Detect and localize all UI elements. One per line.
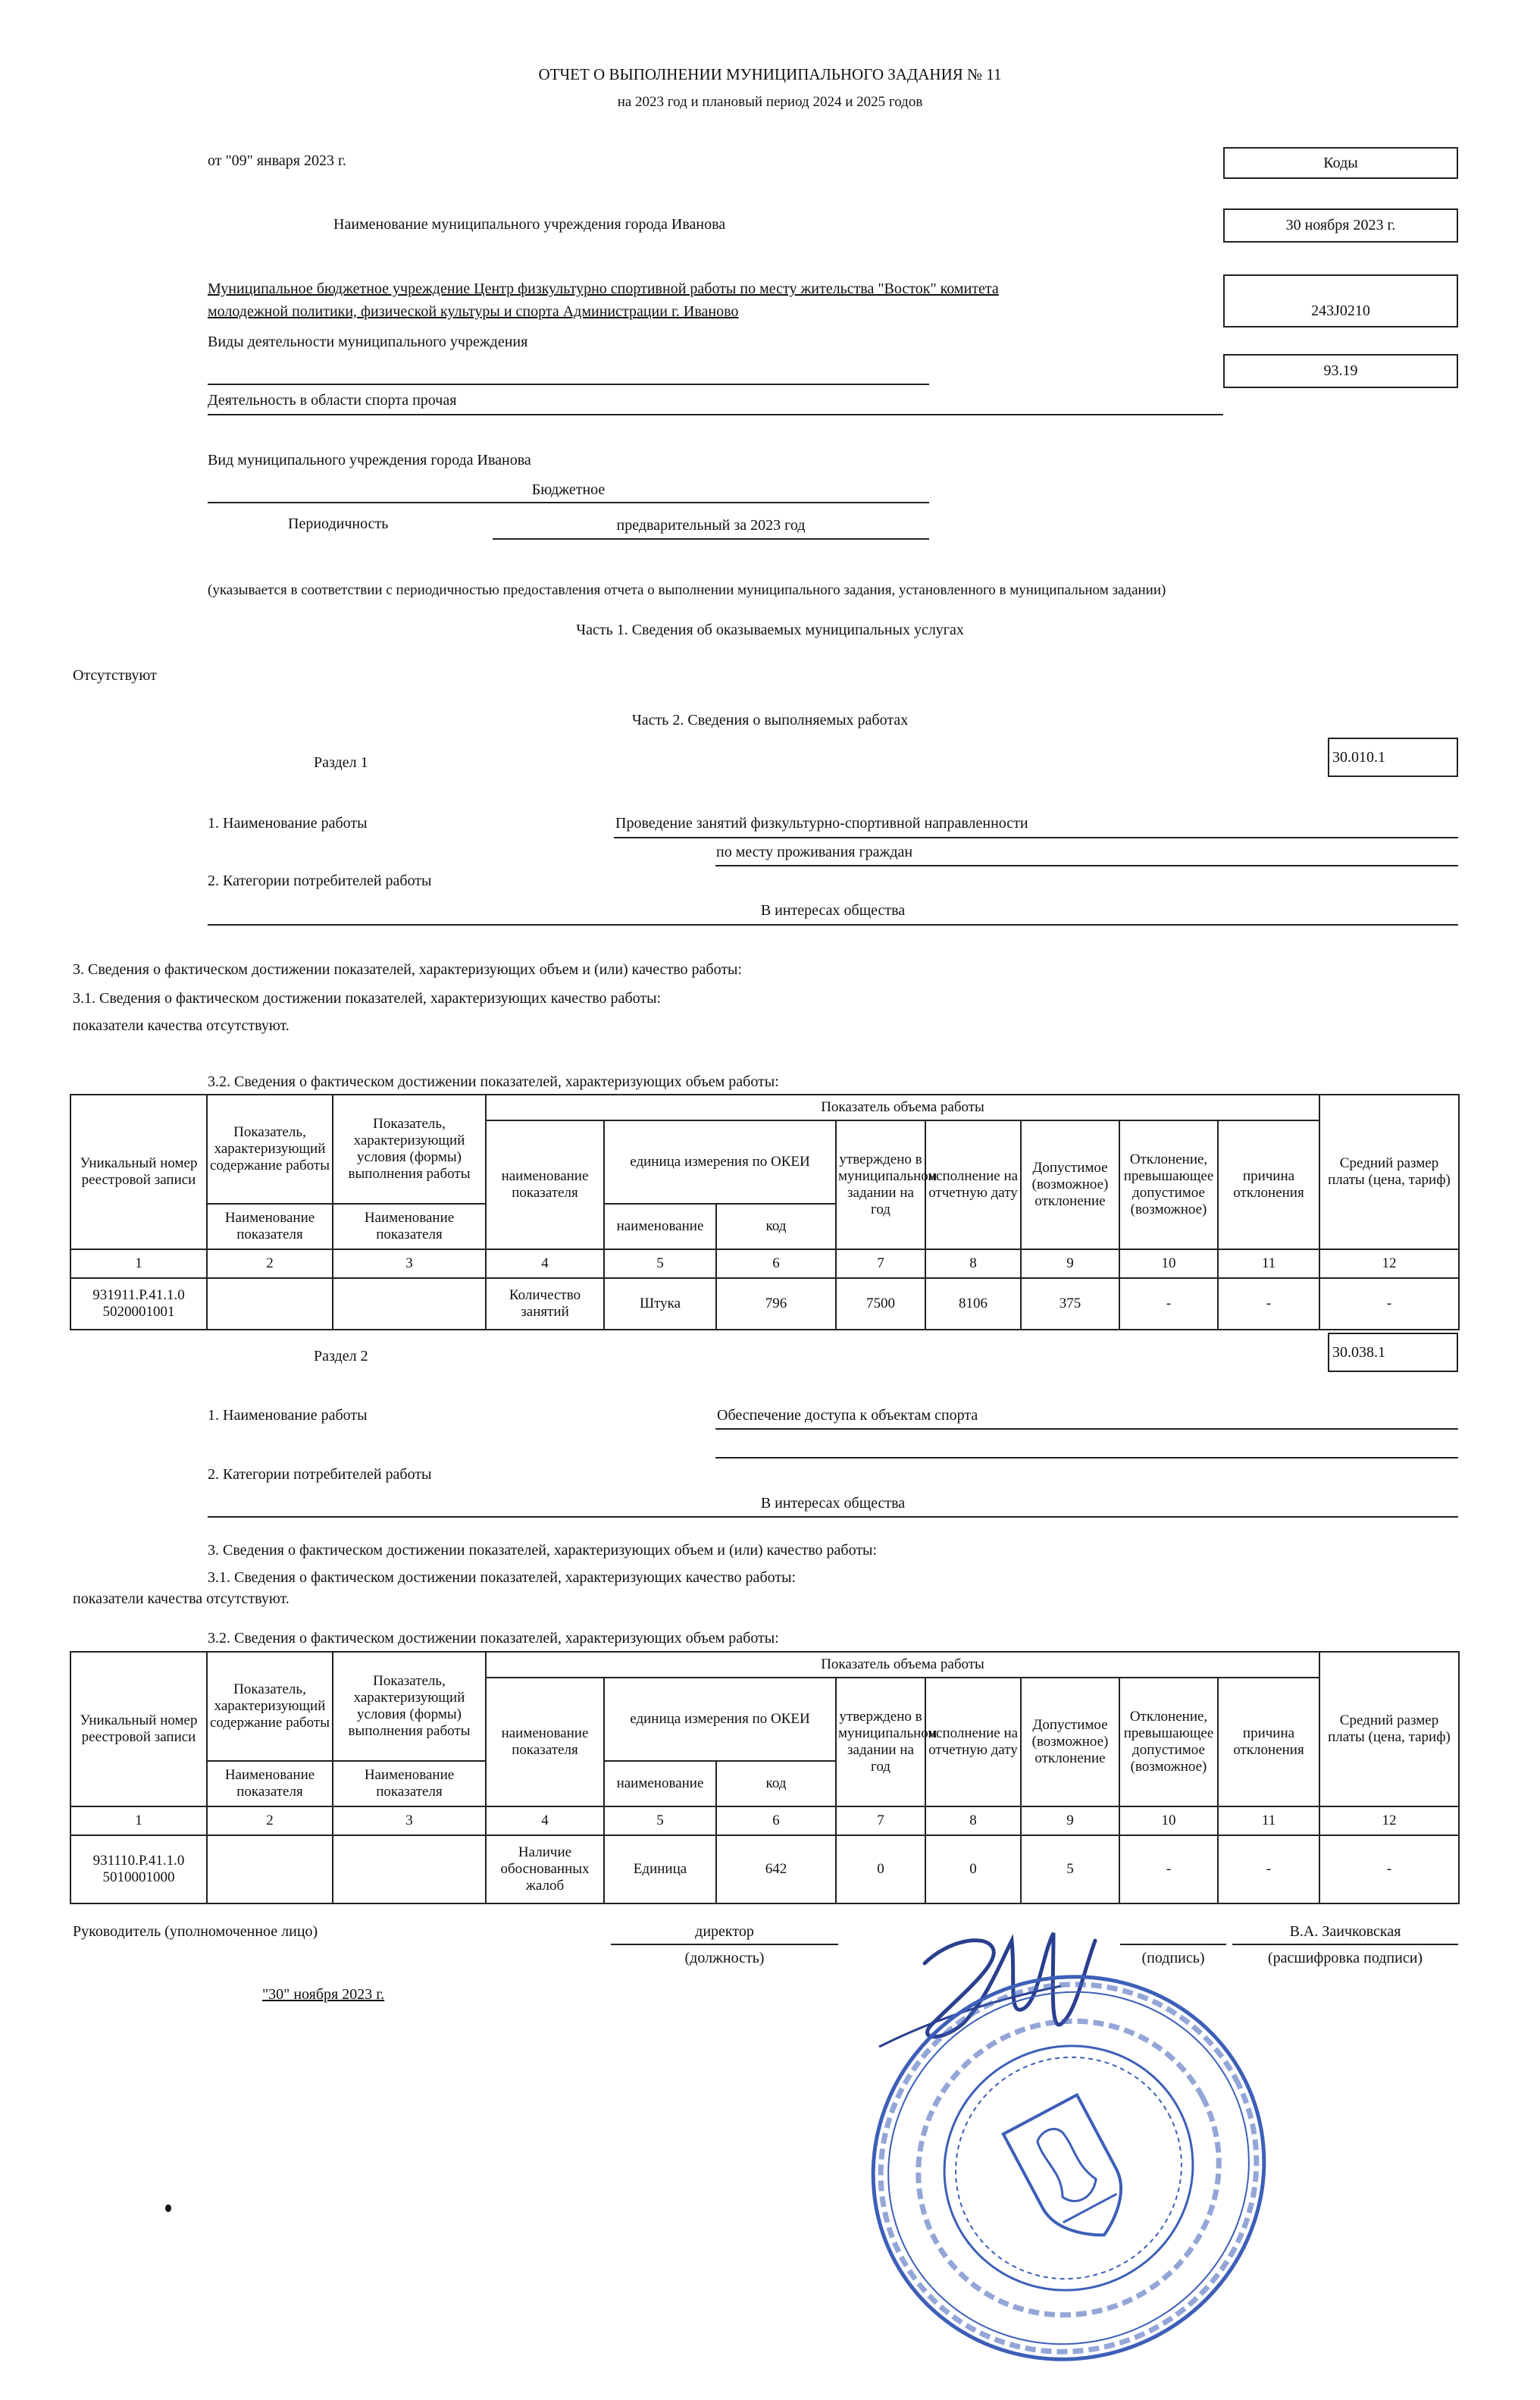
th-fee: Средний размер платы (цена, тариф) [1319,1095,1459,1249]
section1-code-box: 30.010.1 [1328,738,1458,777]
section2-work-ul2 [715,1457,1458,1458]
th-content: Показатель, характеризующий содержание работы [207,1652,333,1761]
report-subtitle: на 2023 год и плановый период 2024 и 2025 годов [617,94,923,110]
col-num: 12 [1319,1249,1459,1278]
cell-registry: 931110.Р.41.1.0 5010001000 [70,1835,207,1903]
th-content-name: Наименование показателя [207,1204,333,1249]
col-num: 10 [1119,1249,1218,1278]
cell-deviation: - [1119,1278,1218,1330]
signature-caption: (подпись) [1141,1950,1205,1966]
col-num: 7 [836,1806,925,1835]
cell-indicator: Наличие обоснованных жалоб [486,1835,604,1903]
type-label: Вид муниципального учреждения города Иванова [208,452,531,468]
section1-consumers-value: В интересах общества [760,902,906,919]
head-position: директор [695,1923,754,1940]
col-num: 9 [1021,1806,1119,1835]
th-volume: Показатель объема работы [486,1095,1319,1120]
th-done: исполнение на отчетную дату [925,1120,1021,1249]
th-allowed: Допустимое (возможное) отклонение [1021,1678,1119,1806]
cell-allowed: 375 [1021,1278,1119,1330]
th-done: исполнение на отчетную дату [925,1678,1021,1806]
cell-reason: - [1218,1278,1319,1330]
codes-activity-box: 93.19 [1223,354,1458,388]
col-num: 4 [486,1249,604,1278]
scan-dot-icon [165,2204,171,2212]
cell-content [207,1835,333,1903]
activity-value: Деятельность в области спорта прочая [208,392,457,409]
col-num: 5 [604,1249,716,1278]
activities-line [208,384,929,385]
cell-approved: 0 [836,1835,925,1903]
section2-consumers-label: 2. Категории потребителей работы [208,1466,432,1483]
section1-label: Раздел 1 [314,754,368,771]
th-reason: причина отклонения [1218,1678,1319,1806]
activity-line [208,414,1223,415]
col-num: 8 [925,1806,1021,1835]
col-num: 8 [925,1249,1021,1278]
th-conditions: Показатель, характеризующий условия (формы) выполнения работы [333,1652,486,1761]
institution-name-line1: Муниципальное бюджетное учреждение Центр физкультурно спортивной работы по месту жительства "Восток" комитета [208,280,999,297]
col-num: 2 [207,1249,333,1278]
section1-volume-table [70,1094,1460,1330]
part1-absent: Отсутствуют [73,667,157,684]
name-caption: (расшифровка подписи) [1267,1950,1423,1966]
th-fee: Средний размер платы (цена, тариф) [1319,1652,1459,1806]
section1-work-ul1 [614,837,1458,838]
section2-p32: 3.2. Сведения о фактическом достижении показателей, характеризующих объем работы: [208,1630,779,1646]
institution-name-label: Наименование муниципального учреждения города Иванова [333,216,726,233]
cell-conditions [333,1278,486,1330]
table-number-row [70,1249,1459,1278]
th-indicator-name: наименование показателя [486,1120,604,1249]
cell-indicator: Количество занятий [486,1278,604,1330]
section1-work-label: 1. Наименование работы [208,815,368,832]
th-unit-name: наименование [604,1761,716,1806]
cell-approved: 7500 [836,1278,925,1330]
section2-p31b: показатели качества отсутствуют. [73,1590,290,1607]
th-volume: Показатель объема работы [486,1652,1319,1678]
cell-unit-code: 642 [716,1835,836,1903]
report-date: от "09" января 2023 г. [208,152,346,169]
section2-work-label: 1. Наименование работы [208,1407,368,1424]
th-unit: единица измерения по ОКЕИ [604,1678,836,1761]
period-value: предварительный за 2023 год [616,517,806,534]
part2-title: Часть 2. Сведения о выполняемых работах [631,712,909,728]
head-name: В.А. Заичковская [1289,1923,1401,1940]
period-note: (указывается в соответствии с периодичностью предоставления отчета о выполнении муниципального задания, установленного в муниципальном задании) [208,582,1166,598]
th-conditions-name: Наименование показателя [333,1761,486,1806]
sign-date: "30" ноября 2023 г. [262,1986,385,2003]
cell-conditions [333,1835,486,1903]
th-indicator-name: наименование показателя [486,1678,604,1806]
col-num: 6 [716,1249,836,1278]
col-num: 1 [70,1806,207,1835]
cell-unit-name: Штука [604,1278,716,1330]
type-value: Бюджетное [531,481,606,498]
section1-consumers-line [208,924,1458,926]
th-unit: единица измерения по ОКЕИ [604,1120,836,1204]
cell-reason: - [1218,1835,1319,1903]
codes-date-box: 30 ноября 2023 г. [1223,208,1458,243]
cell-unit-code: 796 [716,1278,836,1330]
th-registry: Уникальный номер реестровой записи [70,1652,207,1806]
th-content-name: Наименование показателя [207,1761,333,1806]
col-num: 1 [70,1249,207,1278]
col-num: 6 [716,1806,836,1835]
section1-p31b: показатели качества отсутствуют. [73,1017,290,1034]
section2-label: Раздел 2 [314,1348,368,1364]
table-row [70,1835,1459,1903]
table-row [70,1278,1459,1330]
report-title: ОТЧЕТ О ВЫПОЛНЕНИИ МУНИЦИПАЛЬНОГО ЗАДАНИЯ № 11 [538,65,1002,83]
section1-work-line1: Проведение занятий физкультурно-спортивной направленности [615,815,1028,832]
section2-work-ul1 [715,1428,1458,1430]
th-unit-code: код [716,1761,836,1806]
activities-label: Виды деятельности муниципального учреждения [208,334,528,350]
th-reason: причина отклонения [1218,1120,1319,1249]
col-num: 9 [1021,1249,1119,1278]
col-num: 10 [1119,1806,1218,1835]
col-num: 5 [604,1806,716,1835]
part1-title: Часть 1. Сведения об оказываемых муниципальных услугах [576,622,964,638]
th-registry: Уникальный номер реестровой записи [70,1095,207,1249]
section1-p3: 3. Сведения о фактическом достижении показателей, характеризующих объем и (или) качество работы: [73,961,743,978]
type-line [208,502,929,503]
period-label: Периодичность [288,515,389,532]
col-num: 3 [333,1249,486,1278]
position-line [611,1944,838,1945]
th-deviation: Отклонение, превышающее допустимое (возможное) [1119,1678,1218,1806]
cell-registry: 931911.Р.41.1.0 5020001001 [70,1278,207,1330]
position-caption: (должность) [684,1950,765,1966]
section1-p31: 3.1. Сведения о фактическом достижении показателей, характеризующих качество работы: [73,990,662,1007]
th-approved: утверждено в муниципальном задании на год [836,1120,925,1249]
cell-fee: - [1319,1278,1459,1330]
codes-org-box: 243J0210 [1223,274,1458,327]
section1-work-line2: по месту проживания граждан [716,844,913,860]
col-num: 12 [1319,1806,1459,1835]
section1-work-ul2 [715,865,1458,866]
col-num: 3 [333,1806,486,1835]
section2-p31: 3.1. Сведения о фактическом достижении показателей, характеризующих качество работы: [208,1569,797,1586]
col-num: 7 [836,1249,925,1278]
section2-consumers-line [208,1516,1458,1518]
section1-p32: 3.2. Сведения о фактическом достижении показателей, характеризующих объем работы: [208,1073,779,1090]
col-num: 2 [207,1806,333,1835]
head-label: Руководитель (уполномоченное лицо) [73,1923,318,1940]
th-deviation: Отклонение, превышающее допустимое (возможное) [1119,1120,1218,1249]
section2-volume-table [70,1651,1460,1904]
cell-done: 8106 [925,1278,1021,1330]
section2-code-box: 30.038.1 [1328,1333,1458,1372]
cell-unit-name: Единица [604,1835,716,1903]
cell-fee: - [1319,1835,1459,1903]
table-number-row [70,1806,1459,1835]
th-conditions-name: Наименование показателя [333,1204,486,1249]
th-approved: утверждено в муниципальном задании на год [836,1678,925,1806]
codes-header-box: Коды [1223,147,1458,179]
col-num: 11 [1218,1806,1319,1835]
institution-name-line2: молодежной политики, физической культуры и спорта Администрации г. Иваново [208,303,739,320]
th-unit-name: наименование [604,1204,716,1249]
th-content: Показатель, характеризующий содержание работы [207,1095,333,1204]
col-num: 4 [486,1806,604,1835]
section1-consumers-label: 2. Категории потребителей работы [208,873,432,889]
th-unit-code: код [716,1204,836,1249]
section2-p3: 3. Сведения о фактическом достижении показателей, характеризующих объем и (или) качество работы: [208,1542,878,1559]
seal-stamp-icon [849,1941,1288,2395]
cell-done: 0 [925,1835,1021,1903]
th-allowed: Допустимое (возможное) отклонение [1021,1120,1119,1249]
cell-deviation: - [1119,1835,1218,1903]
cell-content [207,1278,333,1330]
th-conditions: Показатель, характеризующий условия (формы) выполнения работы [333,1095,486,1204]
cell-allowed: 5 [1021,1835,1119,1903]
period-line [493,538,929,540]
section2-consumers-value: В интересах общества [760,1495,906,1512]
col-num: 11 [1218,1249,1319,1278]
section2-work-line1: Обеспечение доступа к объектам спорта [717,1407,978,1424]
